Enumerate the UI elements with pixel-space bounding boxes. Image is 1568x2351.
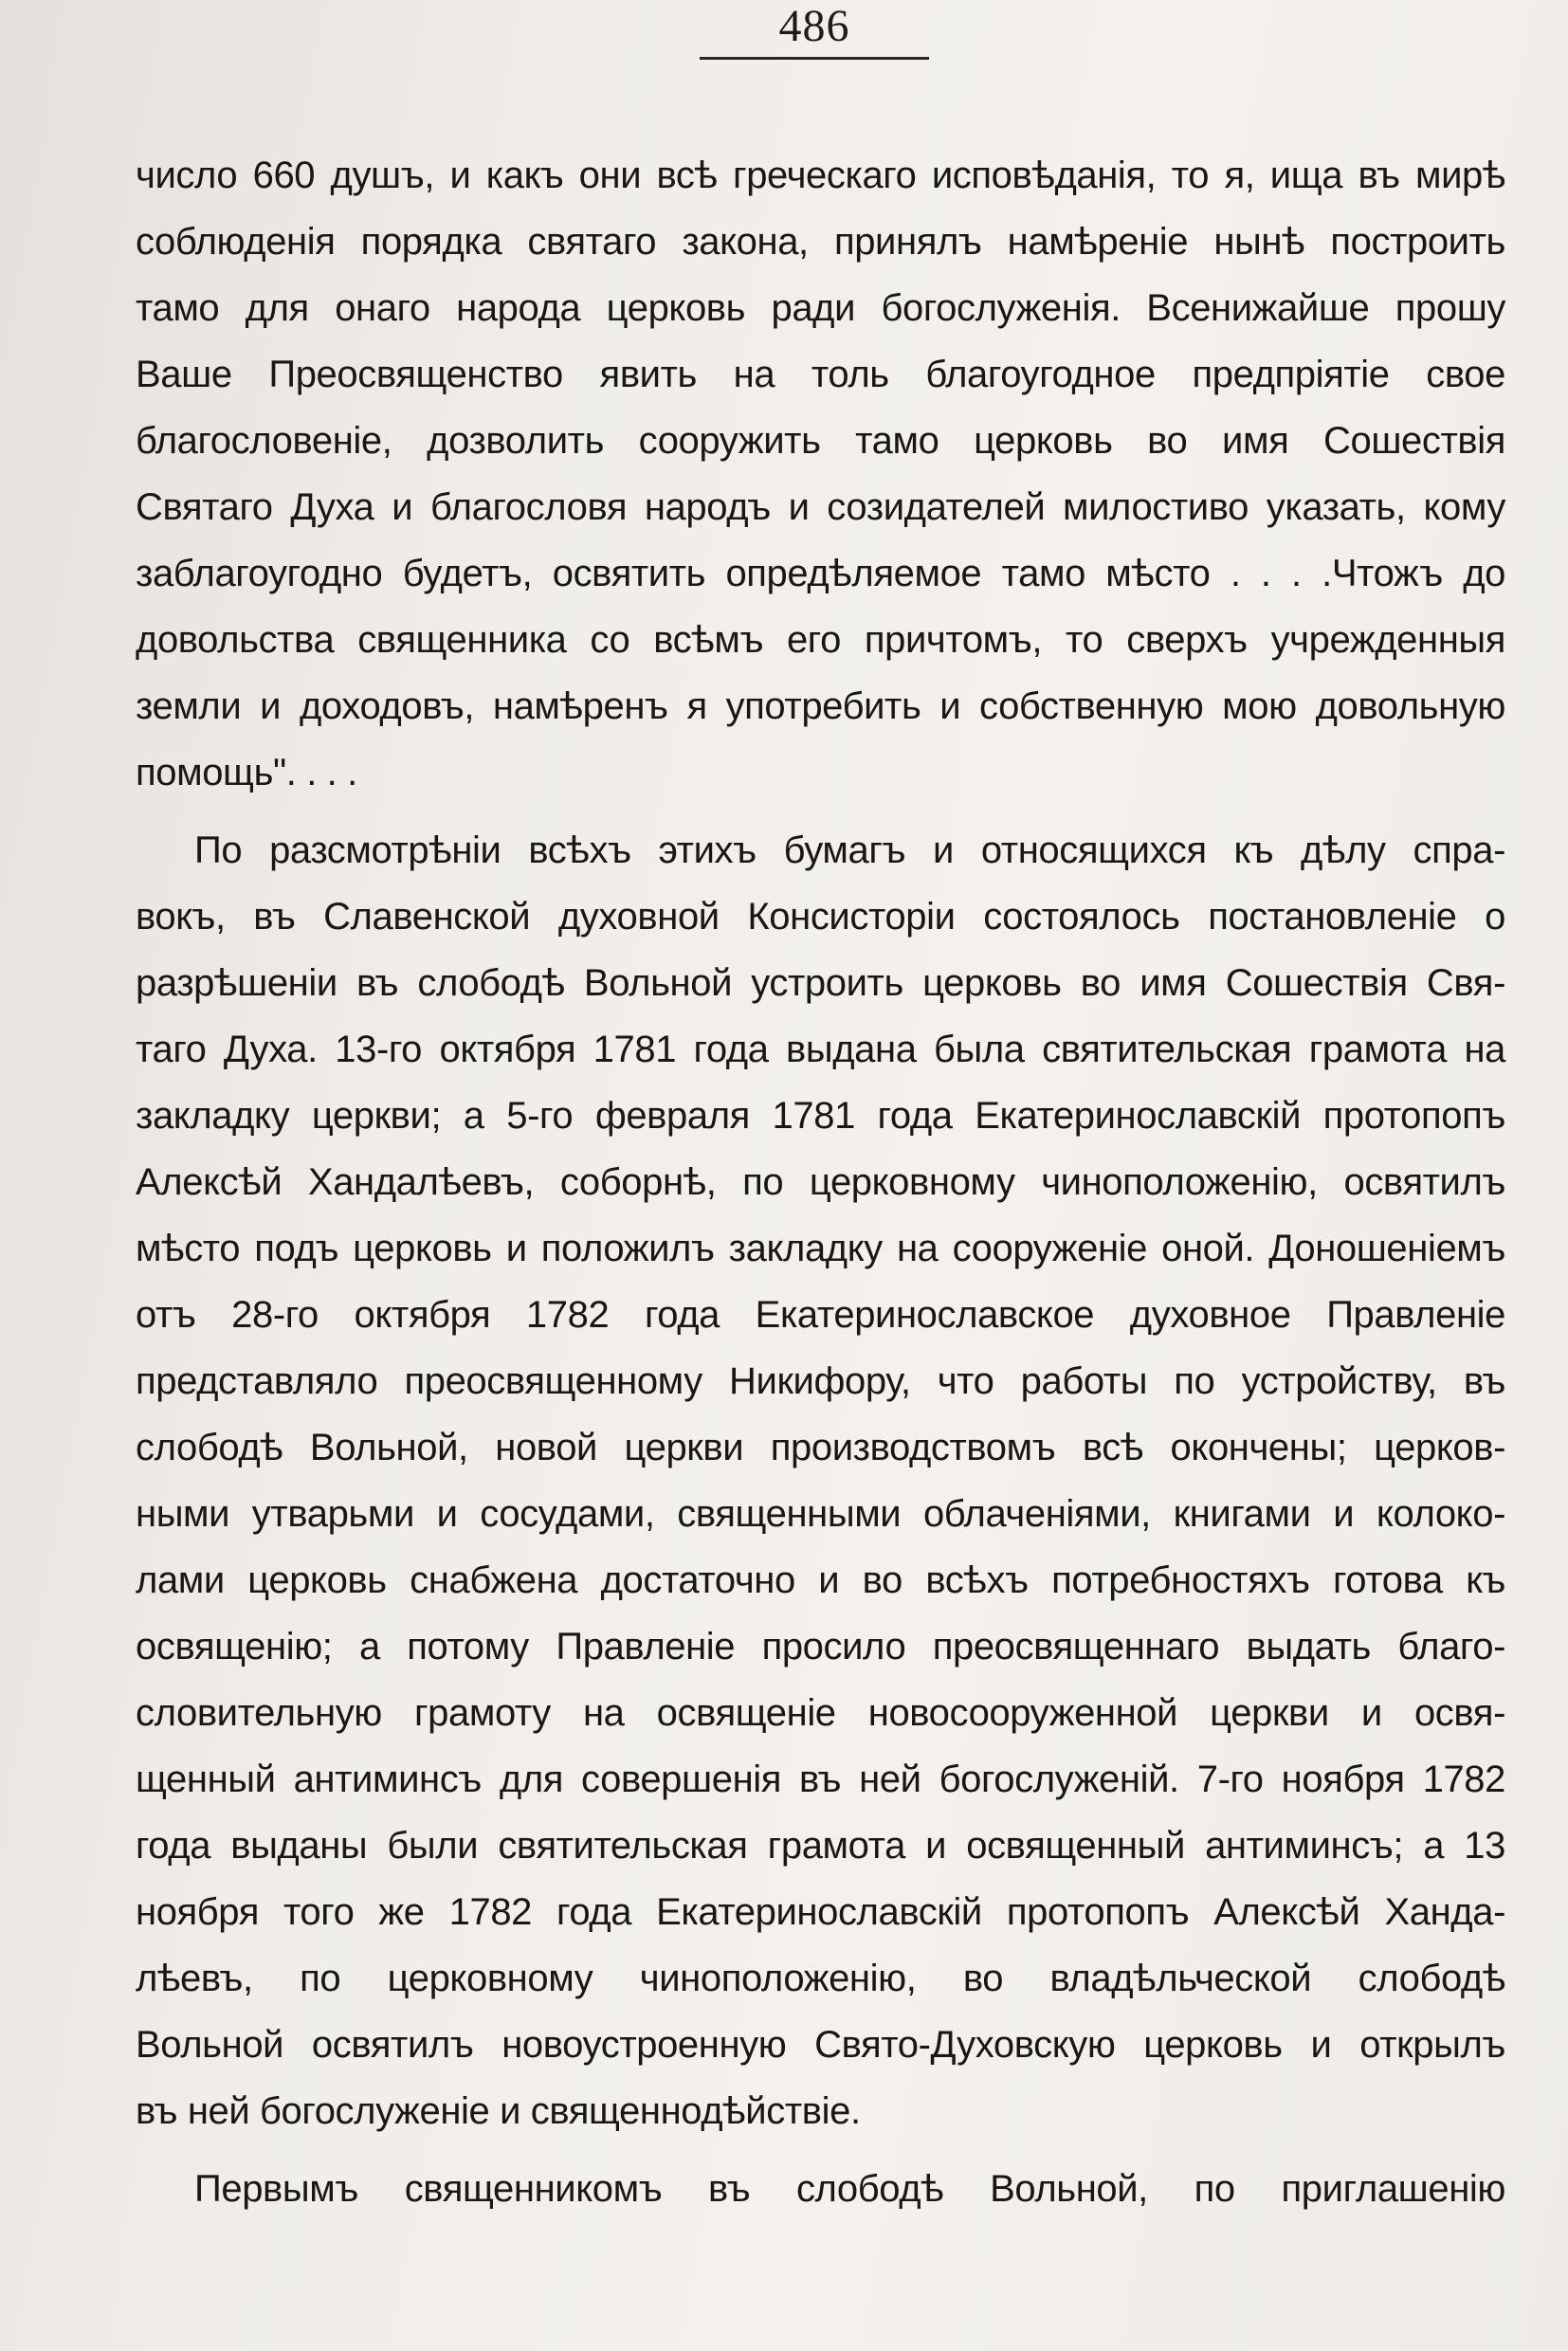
text-line: лѣевъ, по церковному чиноположенію, во владѣльческой слободѣ	[136, 1958, 1505, 1999]
text-line: Ваше Преосвященство явить на толь благоугодное предпріятіе свое	[136, 354, 1505, 395]
text-line: ноября того же 1782 года Екатеринославскій протопопъ Алексѣй Хандa-	[136, 1891, 1505, 1933]
text-line: въ ней богослуженіе и священнодѣйствіе.	[136, 2090, 861, 2132]
text-line: Первымъ священникомъ въ слободѣ Вольной, по приглашенію	[194, 2168, 1505, 2210]
paragraph-gap	[136, 2144, 1505, 2156]
paragraph-consecration	[136, 817, 1505, 2144]
text-line: года выданы были святительская грамота и освященный антиминсъ; а 13	[136, 1825, 1505, 1867]
text-line: таго Духа. 13-го октября 1781 года выдана была святительская грамота на	[136, 1029, 1505, 1070]
text-line: Алексѣй Хандалѣевъ, соборнѣ, по церковному чиноположенію, освятилъ	[136, 1161, 1505, 1203]
text-line: отъ 28-го октября 1782 года Екатеринославское духовное Правленіе	[136, 1294, 1505, 1336]
text-line: закладку церкви; а 5-го февраля 1781 года Екатеринославскій протопопъ	[136, 1095, 1505, 1137]
text-line: лами церковь снабжена достаточно и во всѣхъ потребностяхъ готова къ	[136, 1559, 1505, 1601]
text-line: представляло преосвященному Никифору, что работы по устройству, въ	[136, 1360, 1505, 1402]
paragraph-continuation	[136, 142, 1505, 806]
text-line: щенный антиминсъ для совершенія въ ней богослуженій. 7-го ноября 1782	[136, 1759, 1505, 1800]
text-line: По разсмотрѣніи всѣхъ этихъ бумагъ и относящихся къ дѣлу спра-	[194, 829, 1505, 871]
text-line: словительную грамоту на освященіе новосооруженной церкви и освя-	[136, 1692, 1505, 1734]
text-line: земли и доходовъ, намѣренъ я употребить и собственную мою довольную	[136, 685, 1505, 727]
text-line: довольства священника со всѣмъ его причтомъ, то сверхъ учрежденныя	[136, 619, 1505, 661]
text-line: заблагоугодно будетъ, освятить опредѣляемое тамо мѣсто . . . .Чтожъ до	[136, 553, 1505, 594]
text-line: вокъ, въ Славенской духовной Консисторіи состоялось постановленіе о	[136, 896, 1505, 938]
header-rule	[700, 57, 929, 60]
text-line: ными утварьми и сосудами, священными облаченіями, книгами и колоко-	[136, 1493, 1505, 1535]
text-line: мѣсто подъ церковь и положилъ закладку на сооруженіе оной. Доношеніемъ	[136, 1228, 1505, 1269]
page-header	[700, 0, 929, 66]
text-line: число 660 душъ, и какъ они всѣ греческаго исповѣданія, то я, ища въ мирѣ	[136, 155, 1505, 196]
paragraph-first-priest	[136, 2156, 1505, 2222]
text-line: благословеніе, дозволить сооружить тамо церковь во имя Сошествія	[136, 420, 1505, 462]
text-line: слободѣ Вольной, новой церкви производствомъ всѣ окончены; церков-	[136, 1427, 1505, 1468]
body-text	[136, 142, 1505, 2222]
text-line: соблюденія порядка святаго закона, принялъ намѣреніе нынѣ построить	[136, 221, 1505, 263]
paragraph-gap	[136, 806, 1505, 817]
text-line: освященію; а потому Правленіе просило преосвященнаго выдать благо-	[136, 1626, 1505, 1668]
text-line: Вольной освятилъ новоустроенную Свято-Духовскую церковь и открылъ	[136, 2024, 1505, 2066]
text-line: Святаго Духа и благословя народъ и созидателей милостиво указать, кому	[136, 486, 1505, 528]
text-line: помощь". . . .	[136, 752, 357, 793]
page-number: 486	[778, 1, 850, 51]
text-line: разрѣшеніи въ слободѣ Вольной устроить церковь во имя Сошествія Свя-	[136, 962, 1505, 1004]
text-line: тамо для онаго народа церковь ради богослуженія. Всенижайше прошу	[136, 287, 1505, 329]
